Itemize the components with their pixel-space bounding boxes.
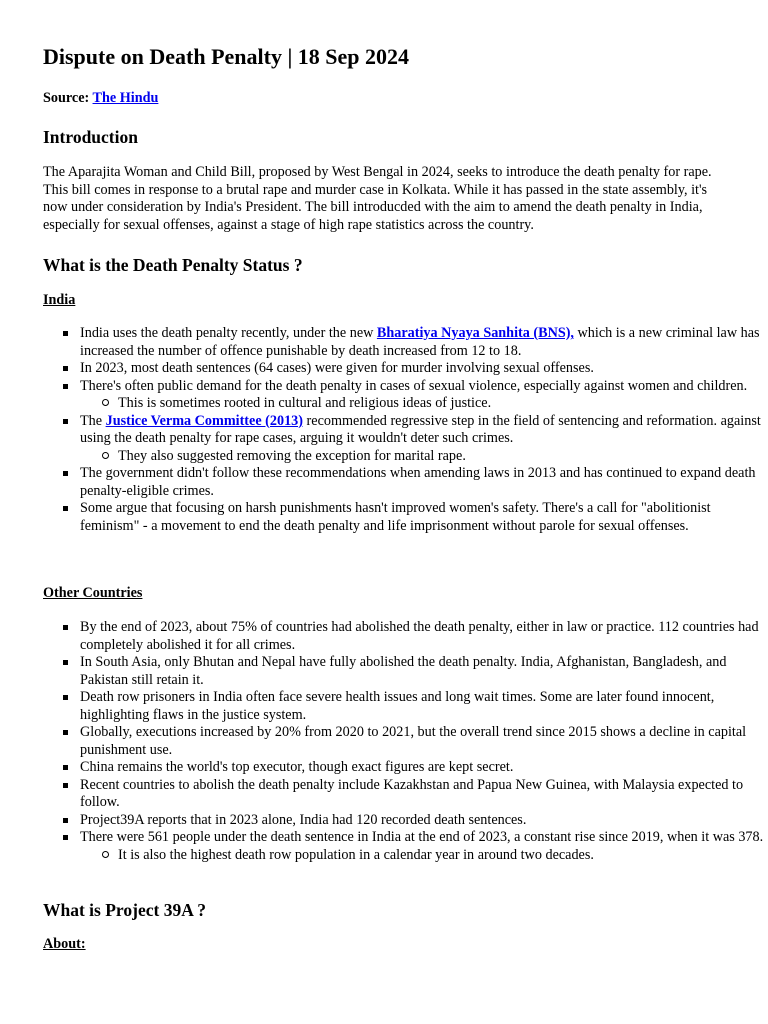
list-item [80,413,768,466]
other-countries-subheading: Other Countries [43,585,143,601]
bns-link[interactable]: Bharatiya Nyaya Sanhita (BNS), [376,325,574,341]
verma-committee-link[interactable]: Justice Verma Committee (2013) [105,412,303,429]
list-item: China remains the world's top executor, though exact figures are kept secret. [80,759,768,777]
list-item-text: There's often public demand for the death penalty in cases of sexual violence, especially against women and children. [80,377,748,394]
other-countries-list [43,619,768,864]
list-item-text: recommended regressive step in the field of sentencing and reformation. against using the death penalty for rape cases, arguing it wouldn't deter such crimes. [80,412,761,446]
list-item: In South Asia, only Bhutan and Nepal have fully abolished the death penalty. India, Afghanistan, Bangladesh, and Pakistan still retain it. [80,654,768,689]
list-item: In 2023, most death sentences (64 cases) were given for murder involving sexual offenses. [80,360,768,378]
list-item-text: The [80,412,106,429]
list-item-text: India uses the death penalty recently, under the new [80,325,377,341]
list-item: Some argue that focusing on harsh punishments hasn't improved women's safety. There's a call for "abolitionist feminism" - a movement to end the death penalty and life imprisonment without parole for sexual offenses. [80,500,768,535]
list-item: Death row prisoners in India often face severe health issues and long wait times. Some are later found innocent, highlighting flaws in the justice system. [80,689,768,724]
page-title: Dispute on Death Penalty | 18 Sep 2024 [43,44,410,69]
india-list [43,325,768,535]
list-item: By the end of 2023, about 75% of countries had abolished the death penalty, either in law or practice. 112 countries had completely abolished it for all crimes. [80,619,768,654]
sub-list [80,448,768,466]
list-item [80,829,768,864]
introduction-text: The Aparajita Woman and Child Bill, proposed by West Bengal in 2024, seeks to introduce the death penalty for rape. This bill comes in response to a brutal rape and murder case in Kolkata. While it has passed in the state assembly, it's now under consideration by India's President. The bill introducded with the aim to amend the death penalty in India, especially for sexual offenses, against a stage of high rape statistics across the country. [43,164,712,233]
list-item: Globally, executions increased by 20% from 2020 to 2021, but the overall trend since 2015 shows a decline in capital punishment use. [80,724,768,759]
about-subheading: About: [43,936,86,952]
sub-list [80,847,768,865]
sub-list-item: It is also the highest death row population in a calendar year in around two decades. [118,847,768,865]
list-item [80,325,768,360]
sub-list-item: This is sometimes rooted in cultural and religious ideas of justice. [118,395,768,413]
list-item-text: There were 561 people under the death sentence in India at the end of 2023, a constant rise since 2019, when it was 378. [80,829,764,845]
sub-list-item: They also suggested removing the exception for marital rape. [118,448,768,466]
source-label: Source: [43,90,90,106]
list-item: The government didn't follow these recommendations when amending laws in 2013 and has continued to expand death penalty-eligible crimes. [80,465,768,500]
project-39a-heading: What is Project 39A ? [43,900,206,920]
sub-list [80,395,768,413]
list-item: Project39A reports that in 2023 alone, India had 120 recorded death sentences. [80,812,768,830]
india-subheading: India [43,292,76,308]
status-heading: What is the Death Penalty Status ? [43,255,303,275]
source-link[interactable]: The Hindu [92,90,159,106]
introduction-heading: Introduction [43,127,138,147]
list-item-text: which is a new criminal law has increased the number of offence punishable by death increased from 12 to 18. [80,325,760,359]
source-line [43,90,158,108]
list-item: Recent countries to abolish the death penalty include Kazakhstan and Papua New Guinea, with Malaysia expected to follow. [80,777,768,812]
list-item [80,378,768,413]
